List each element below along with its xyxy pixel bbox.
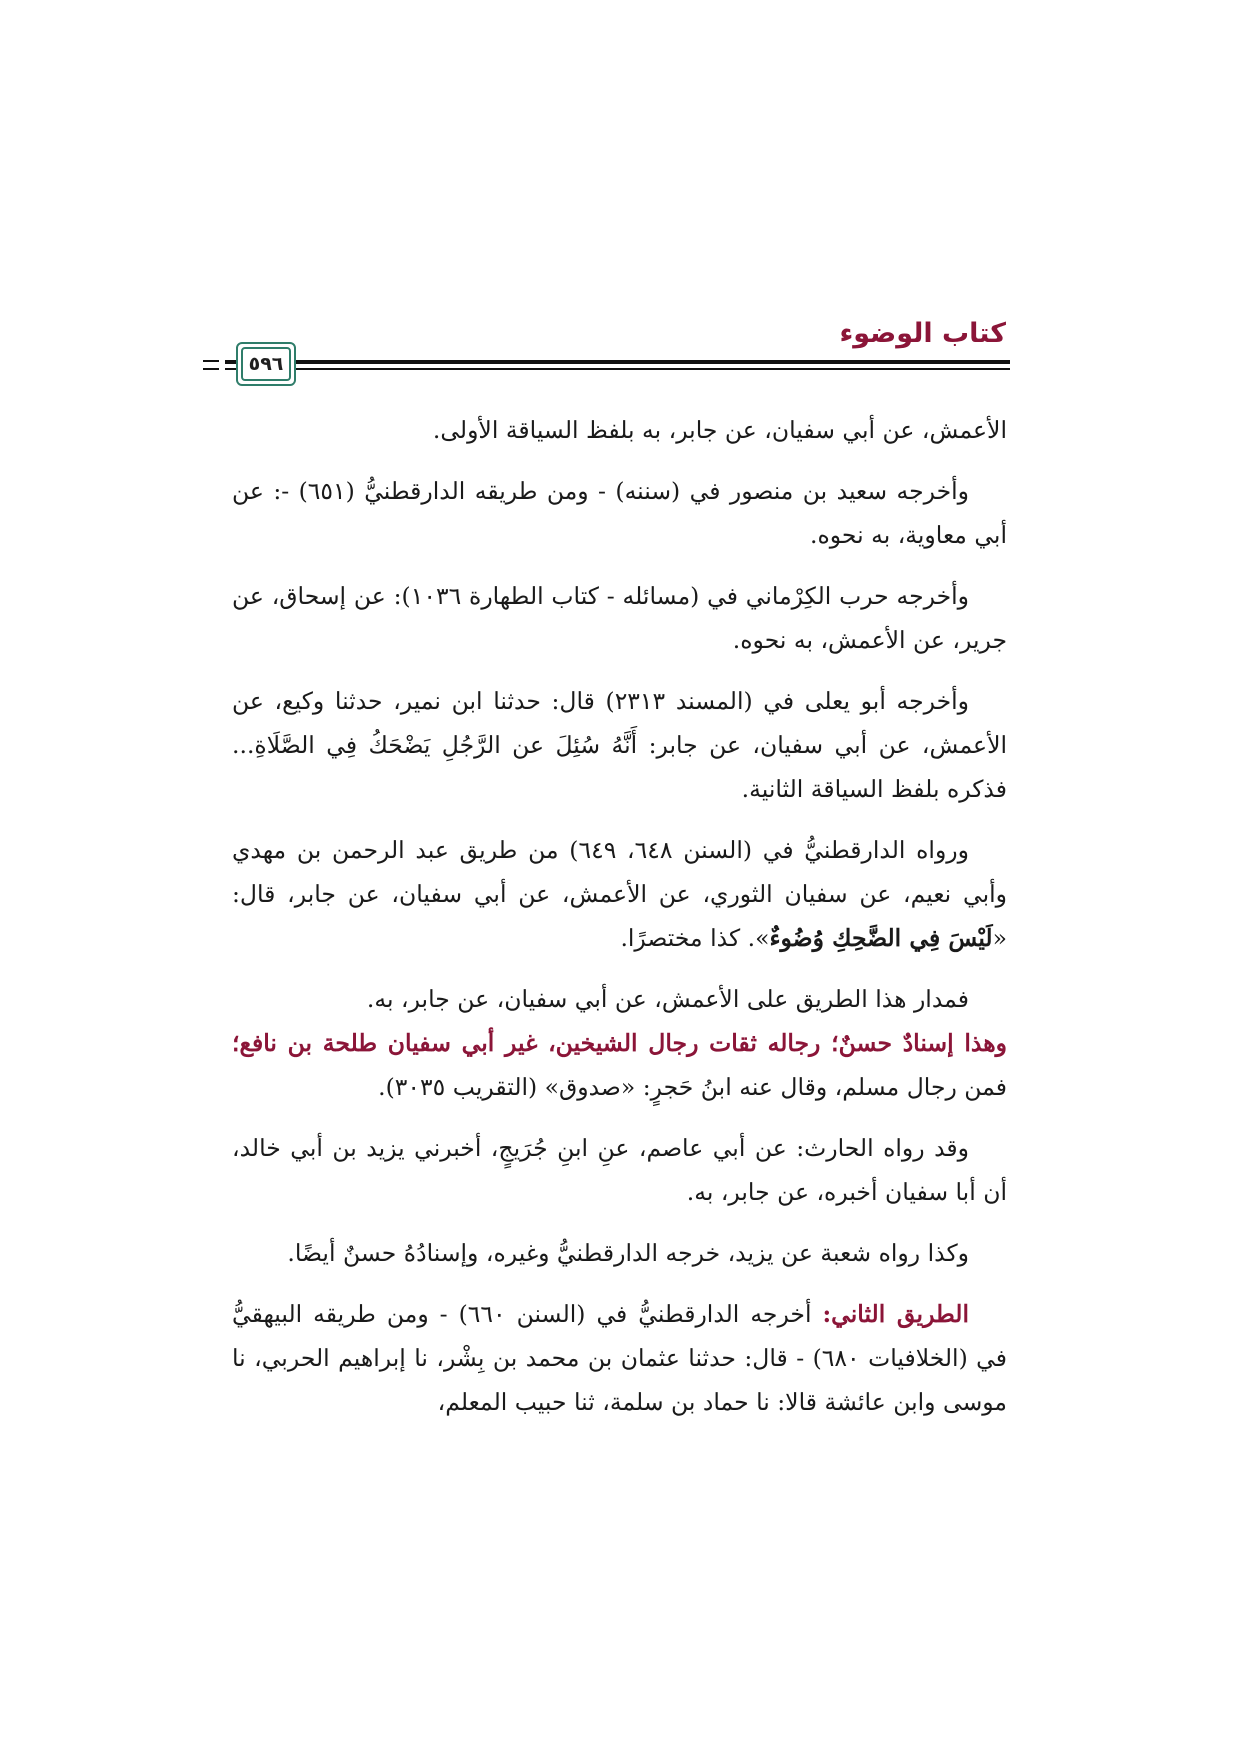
paragraph-10-after: أخرجه الدارقطنيُّ في (السنن ٦٦٠) - ومن طريقه البيهقيُّ في (الخلافيات ٦٨٠) - قال: حدثنا عثمان بن محمد بن بِشْر، نا إبراهيم الحربي، نا موسى وابن عائشة قالا: نا حماد بن سلمة، ثنا حبيب المعلم،	[232, 1300, 1007, 1416]
paragraph-7-after: فمن رجال مسلم، وقال عنه ابنُ حَجرٍ: «صدوق» (التقريب ٣٠٣٥).	[378, 1073, 1007, 1101]
page-content	[232, 408, 1007, 1441]
book-title: كتاب الوضوء	[839, 318, 1006, 349]
paragraph-1: الأعمش، عن أبي سفيان، عن جابر، به بلفظ السياقة الأولى.	[432, 416, 1007, 444]
paragraph-10	[232, 1292, 1007, 1424]
isnad-verdict-highlight: وهذا إسنادٌ حسنٌ؛ رجاله ثقات رجال الشيخين، غير أبي سفيان طلحة بن نافع؛	[232, 1029, 1007, 1057]
paragraph-5-after: ». كذا مختصرًا.	[620, 924, 770, 952]
header-rule-thick	[225, 360, 1010, 364]
paragraph-7	[232, 1021, 1007, 1109]
paragraph-5	[232, 828, 1007, 960]
header-tick-top	[203, 360, 219, 362]
paragraph-3: وأخرجه حرب الكِرْماني في (مسائله - كتاب الطهارة ١٠٣٦): عن إسحاق، عن جرير، عن الأعمش، به نحوه.	[232, 582, 1007, 654]
paragraph-5-before: ورواه الدارقطنيُّ في (السنن ٦٤٨، ٦٤٩) من طريق عبد الرحمن بن مهدي وأبي نعيم، عن سفيان الثوري، عن الأعمش، عن أبي سفيان، عن جابر، قال: «	[232, 836, 1007, 952]
page-header	[225, 318, 1010, 390]
paragraph-4: وأخرجه أبو يعلى في (المسند ٢٣١٣) قال: حدثنا ابن نمير، حدثنا وكيع، عن الأعمش، عن أبي سفيان، عن جابر: أَنَّهُ سُئِلَ عن الرَّجُلِ يَضْحَكُ فِي الصَّلَاةِ... فذكره بلفظ السياقة الثانية.	[232, 687, 1007, 803]
second-route-label: الطريق الثاني:	[822, 1300, 970, 1328]
hadith-quote: لَيْسَ فِي الضَّحِكِ وُضُوءٌ	[769, 924, 993, 952]
paragraph-9: وكذا رواه شعبة عن يزيد، خرجه الدارقطنيُّ وغيره، وإسنادُهُ حسنٌ أيضًا.	[287, 1239, 969, 1267]
paragraph-6: فمدار هذا الطريق على الأعمش، عن أبي سفيان، عن جابر، به.	[366, 985, 969, 1013]
header-tick-bottom	[203, 368, 219, 370]
page-number-badge	[236, 342, 296, 386]
paragraph-2: وأخرجه سعيد بن منصور في (سننه) - ومن طريقه الدارقطنيُّ (٦٥١) -: عن أبي معاوية، به نحوه.	[232, 477, 1007, 549]
paragraph-8: وقد رواه الحارث: عن أبي عاصم، عنِ ابنِ جُرَيجٍ، أخبرني يزيد بن أبي خالد، أن أبا سفيان أخبره، عن جابر، به.	[232, 1134, 1007, 1206]
page-number: ٥٩٦	[241, 347, 291, 381]
header-rule-thin	[225, 368, 1010, 370]
